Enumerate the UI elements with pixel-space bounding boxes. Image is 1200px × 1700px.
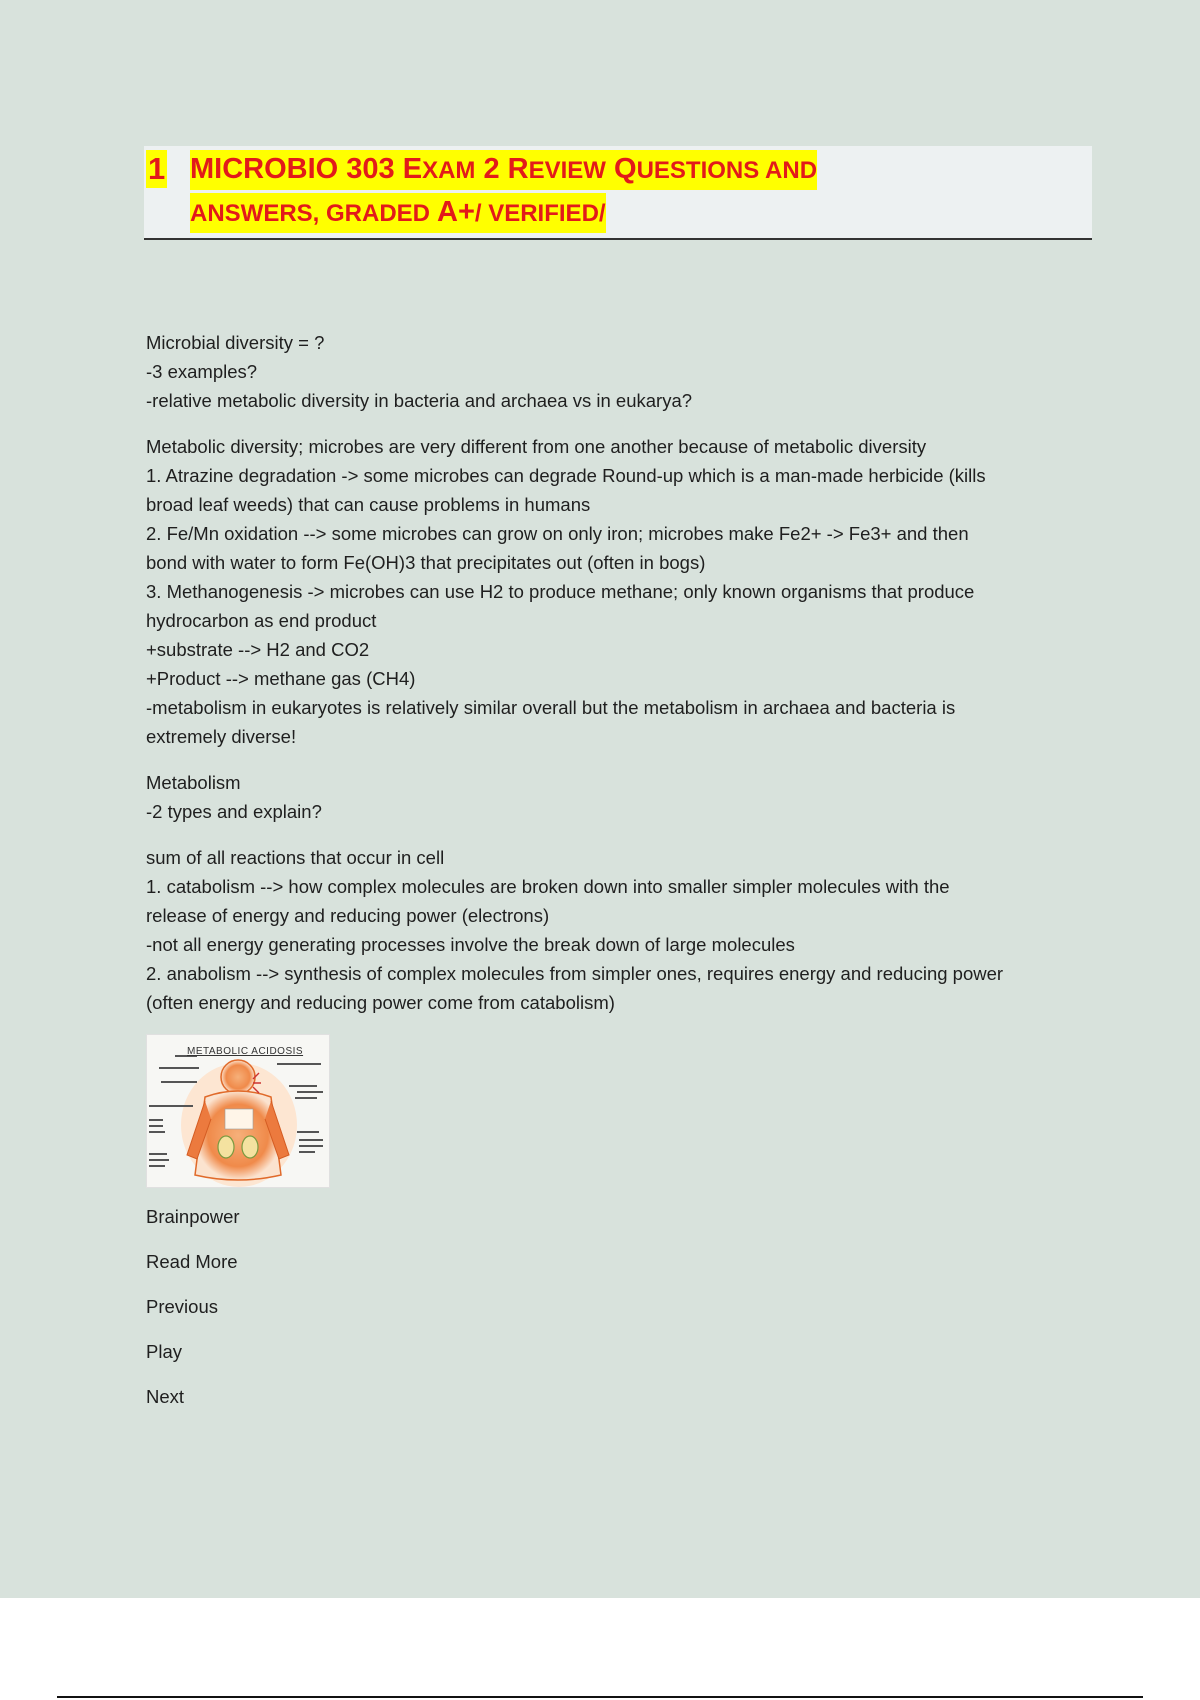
document-body xyxy=(146,328,1096,1427)
text-line: (often energy and reducing power come from catabolism) xyxy=(146,992,615,1013)
text-line: -relative metabolic diversity in bacteria and archaea vs in eukarya? xyxy=(146,390,693,411)
heading-part: MICROBIO 303 E xyxy=(190,153,423,185)
text-line: Metabolic diversity; microbes are very different from one another because of metabolic diversity xyxy=(146,436,927,457)
heading-line-1 xyxy=(190,150,817,190)
link-brainpower[interactable]: Brainpower xyxy=(146,1206,240,1227)
answer-2 xyxy=(146,843,1096,1017)
footer-rule xyxy=(57,1696,1143,1698)
link-read-more[interactable]: Read More xyxy=(146,1251,238,1272)
text-line: Microbial diversity = ? xyxy=(146,332,325,353)
text-line: bond with water to form Fe(OH)3 that precipitates out (often in bogs) xyxy=(146,552,706,573)
text-line: broad leaf weeds) that can cause problems in humans xyxy=(146,494,591,515)
text-line: -not all energy generating processes involve the break down of large molecules xyxy=(146,934,795,955)
link-next[interactable]: Next xyxy=(146,1386,185,1407)
text-line: -metabolism in eukaryotes is relatively similar overall but the metabolism in archaea and bacteria is xyxy=(146,697,956,718)
answer-1 xyxy=(146,432,1096,751)
question-2 xyxy=(146,768,1096,826)
heading-part: XAM xyxy=(422,157,476,184)
text-line: sum of all reactions that occur in cell xyxy=(146,847,445,868)
heading-part: / VERIFIED/ xyxy=(474,200,606,227)
text-line: 1. Atrazine degradation -> some microbes can degrade Round-up which is a man-made herbicide (kills xyxy=(146,465,986,486)
heading-part: Q xyxy=(605,153,637,185)
heading-part: EVIEW xyxy=(528,157,606,184)
heading-part: UESTIONS AND xyxy=(636,157,818,184)
text-line: 2. Fe/Mn oxidation --> some microbes can grow on only iron; microbes make Fe2+ -> Fe3+ and then xyxy=(146,523,969,544)
text-line: hydrocarbon as end product xyxy=(146,610,377,631)
heading-line-2 xyxy=(190,193,606,233)
link-previous[interactable]: Previous xyxy=(146,1296,218,1317)
question-1 xyxy=(146,328,1096,415)
text-line: -2 types and explain? xyxy=(146,801,322,822)
text-line: +Product --> methane gas (CH4) xyxy=(146,668,416,689)
link-play[interactable]: Play xyxy=(146,1341,182,1362)
text-line: Metabolism xyxy=(146,772,241,793)
text-line: -3 examples? xyxy=(146,361,258,382)
metabolic-acidosis-image xyxy=(146,1034,330,1188)
text-line: 1. catabolism --> how complex molecules are broken down into smaller simpler molecules with the xyxy=(146,876,950,897)
text-line: 2. anabolism --> synthesis of complex molecules from simpler ones, requires energy and reducing power xyxy=(146,963,1004,984)
heading-number: 1 xyxy=(148,151,166,186)
text-line: 3. Methanogenesis -> microbes can use H2 to produce methane; only known organisms that produce xyxy=(146,581,975,602)
heading-part: A+ xyxy=(430,196,475,228)
text-line: +substrate --> H2 and CO2 xyxy=(146,639,370,660)
text-line: release of energy and reducing power (electrons) xyxy=(146,905,550,926)
heading-part: 2 R xyxy=(475,153,529,185)
text-line: extremely diverse! xyxy=(146,726,297,747)
figure-title: METABOLIC ACIDOSIS xyxy=(187,1046,304,1057)
heading-part: ANSWERS, GRADED xyxy=(190,200,431,227)
